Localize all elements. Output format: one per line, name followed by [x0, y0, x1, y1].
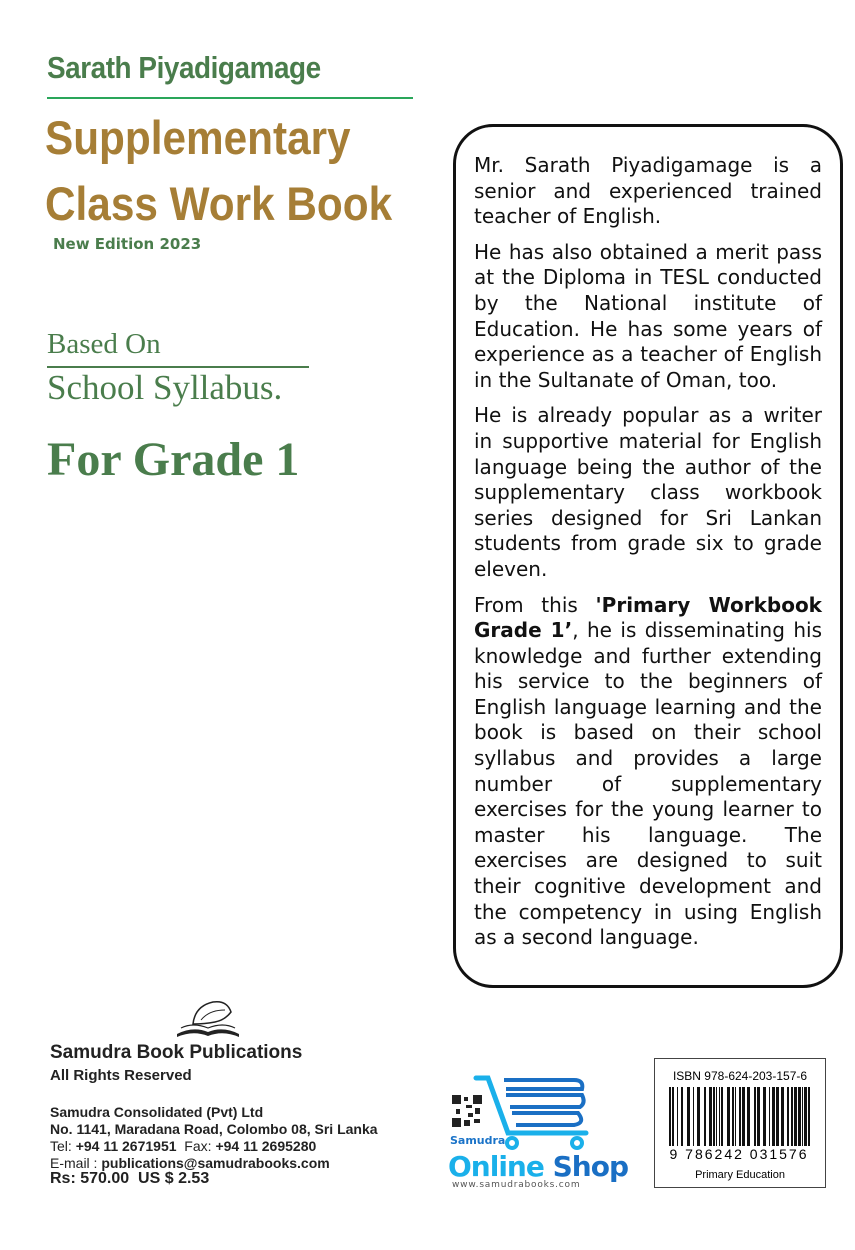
- bio-paragraph: He has also obtained a merit pass at the Diploma in TESL conducted by the National institute of Education. He has some years of experience as a teacher of English in the Sultanate of Oman, too.: [474, 239, 822, 392]
- author-name: Sarath Piyadigamage: [47, 50, 321, 85]
- bio-book-name: 'Primary Workbook Grade 1’: [474, 592, 822, 643]
- bio-text: From this: [474, 592, 596, 617]
- tel-number: +94 11 2671951: [75, 1138, 177, 1154]
- author-bio-box: [453, 124, 843, 988]
- company-name: Samudra Consolidated (Pvt) Ltd: [50, 1104, 264, 1120]
- fax-label: Fax:: [176, 1138, 216, 1154]
- shop-brand: Samudra: [450, 1134, 506, 1147]
- address: No. 1141, Maradana Road, Colombo 08, Sri Lanka: [50, 1121, 378, 1137]
- shop-title: [448, 1150, 628, 1183]
- email-address: publications@samudrabooks.com: [101, 1155, 330, 1171]
- shop-url: www.samudrabooks.com: [452, 1180, 581, 1190]
- bio-paragraph: He is already popular as a writer in supportive material for English language being the author of the supplementary class workbook series designed for Sri Lankan students from grade six to grade eleven.: [474, 403, 822, 581]
- isbn-number: ISBN 978-624-203-157-6: [672, 1069, 808, 1083]
- book-title-line1: Supplementary: [45, 111, 351, 164]
- conch-book-logo-icon: [175, 998, 241, 1038]
- syllabus-label: School Syllabus.: [47, 368, 283, 407]
- tel-label: Tel:: [50, 1138, 76, 1154]
- fax-number: +94 11 2695280: [215, 1138, 317, 1154]
- isbn-barcode: [654, 1058, 826, 1188]
- price: Rs: 570.00 US $ 2.53: [50, 1170, 210, 1187]
- bio-text: , he is disseminating his knowledge and further extending his service to the beginners of English language learning and the book is based on their school syllabus and provides a large number of supplementary exercises for the young learner to master his language. The exercises are designed to suit their cognitive development and the competency in using English as a second language.: [474, 618, 822, 950]
- barcode-digits: 9 786242 031576: [659, 1146, 819, 1162]
- based-on-label: Based On: [47, 328, 161, 360]
- bio-paragraph: [474, 593, 822, 951]
- barcode-icon: [667, 1087, 815, 1149]
- grade-label: For Grade 1: [47, 433, 300, 486]
- phone-fax: [50, 1138, 316, 1154]
- divider: [47, 97, 413, 99]
- category-label: Primary Education: [695, 1169, 785, 1181]
- shop-title-online: Online: [448, 1150, 553, 1183]
- book-title-line2: Class Work Book: [45, 177, 393, 230]
- edition-label: New Edition 2023: [53, 235, 202, 253]
- shop-title-shop: Shop: [552, 1150, 628, 1183]
- rights-notice: All Rights Reserved: [50, 1067, 192, 1084]
- publisher-name: Samudra Book Publications: [50, 1042, 303, 1063]
- bio-paragraph: Mr. Sarath Piyadigamage is a senior and experienced trained teacher of English.: [474, 153, 822, 229]
- email-line: [50, 1155, 330, 1171]
- email-label: E-mail :: [50, 1155, 102, 1171]
